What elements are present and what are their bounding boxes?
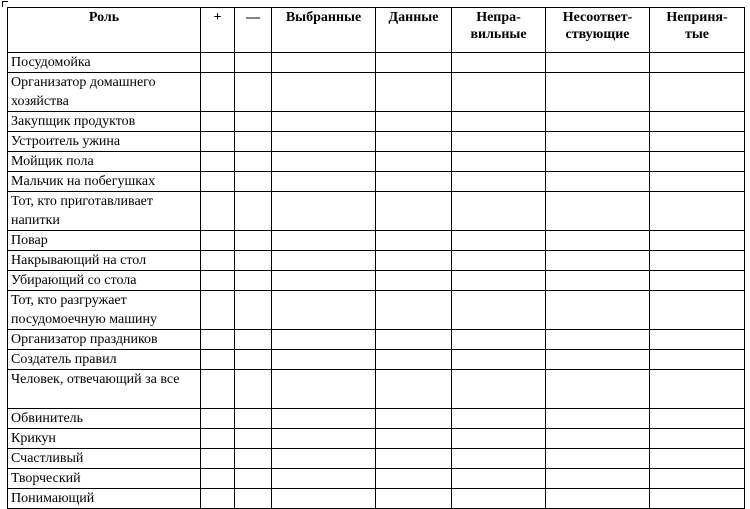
- unaccepted-cell[interactable]: [650, 112, 745, 132]
- given-cell[interactable]: [376, 152, 452, 172]
- mismatch-cell[interactable]: [546, 370, 650, 409]
- selected-cell[interactable]: [272, 469, 376, 489]
- given-cell[interactable]: [376, 330, 452, 350]
- role-cell[interactable]: Тот, кто разгружает посудомоечную машину: [8, 291, 201, 330]
- selected-cell[interactable]: [272, 192, 376, 231]
- table-row: [8, 469, 745, 489]
- role-cell[interactable]: Убирающий со стола: [8, 271, 201, 291]
- minus-cell[interactable]: [235, 112, 272, 132]
- given-cell[interactable]: [376, 429, 452, 449]
- plus-cell[interactable]: [201, 152, 235, 172]
- plus-cell[interactable]: [201, 112, 235, 132]
- table-body: [8, 53, 745, 509]
- mismatch-cell[interactable]: [546, 192, 650, 231]
- selected-cell[interactable]: [272, 112, 376, 132]
- mismatch-cell[interactable]: [546, 152, 650, 172]
- role-cell[interactable]: Счастливый: [8, 449, 201, 469]
- wrong-cell[interactable]: [452, 409, 546, 429]
- plus-cell[interactable]: [201, 231, 235, 251]
- selected-cell[interactable]: [272, 409, 376, 429]
- mismatch-cell[interactable]: [546, 409, 650, 429]
- plus-cell[interactable]: [201, 271, 235, 291]
- minus-cell[interactable]: [235, 409, 272, 429]
- unaccepted-cell[interactable]: [650, 231, 745, 251]
- table-row: [8, 152, 745, 172]
- minus-cell[interactable]: [235, 489, 272, 509]
- table-row: [8, 489, 745, 509]
- given-cell[interactable]: [376, 469, 452, 489]
- table-row: [8, 350, 745, 370]
- minus-cell[interactable]: [235, 231, 272, 251]
- given-cell[interactable]: [376, 172, 452, 192]
- selected-cell[interactable]: [272, 231, 376, 251]
- unaccepted-cell[interactable]: [650, 291, 745, 330]
- table-row: [8, 73, 745, 112]
- header-given: Данные: [376, 8, 452, 53]
- mismatch-cell[interactable]: [546, 231, 650, 251]
- given-cell[interactable]: [376, 251, 452, 271]
- table-row: [8, 370, 745, 409]
- given-cell[interactable]: [376, 291, 452, 330]
- mismatch-cell[interactable]: [546, 330, 650, 350]
- selected-cell[interactable]: [272, 172, 376, 192]
- given-cell[interactable]: [376, 449, 452, 469]
- unaccepted-cell[interactable]: [650, 330, 745, 350]
- mismatch-cell[interactable]: [546, 112, 650, 132]
- wrong-cell[interactable]: [452, 192, 546, 231]
- selected-cell[interactable]: [272, 291, 376, 330]
- plus-cell[interactable]: [201, 291, 235, 330]
- role-cell[interactable]: Понимающий: [8, 489, 201, 509]
- wrong-cell[interactable]: [452, 53, 546, 73]
- role-cell[interactable]: Тот, кто приготавливает напитки: [8, 192, 201, 231]
- unaccepted-cell[interactable]: [650, 73, 745, 112]
- given-cell[interactable]: [376, 231, 452, 251]
- given-cell[interactable]: [376, 53, 452, 73]
- selected-cell[interactable]: [272, 152, 376, 172]
- wrong-cell[interactable]: [452, 291, 546, 330]
- plus-cell[interactable]: [201, 192, 235, 231]
- wrong-cell[interactable]: [452, 330, 546, 350]
- header-plus: +: [201, 8, 235, 53]
- selected-cell[interactable]: [272, 53, 376, 73]
- given-cell[interactable]: [376, 370, 452, 409]
- roles-table: [7, 7, 745, 509]
- plus-cell[interactable]: [201, 53, 235, 73]
- wrong-cell[interactable]: [452, 251, 546, 271]
- selected-cell[interactable]: [272, 489, 376, 509]
- header-wrong: Непра- вильные: [452, 8, 546, 53]
- given-cell[interactable]: [376, 132, 452, 152]
- mismatch-cell[interactable]: [546, 53, 650, 73]
- minus-cell[interactable]: [235, 172, 272, 192]
- plus-cell[interactable]: [201, 489, 235, 509]
- plus-cell[interactable]: [201, 330, 235, 350]
- role-cell[interactable]: Повар: [8, 231, 201, 251]
- header-role: Роль: [8, 8, 201, 53]
- plus-cell[interactable]: [201, 251, 235, 271]
- selected-cell[interactable]: [272, 429, 376, 449]
- selected-cell[interactable]: [272, 370, 376, 409]
- header-selected: Выбранные: [272, 8, 376, 53]
- mismatch-cell[interactable]: [546, 350, 650, 370]
- table-row: [8, 192, 745, 231]
- table-row: [8, 271, 745, 291]
- wrong-cell[interactable]: [452, 449, 546, 469]
- table-row: [8, 429, 745, 449]
- minus-cell[interactable]: [235, 291, 272, 330]
- table-row: [8, 330, 745, 350]
- selected-cell[interactable]: [272, 271, 376, 291]
- plus-cell[interactable]: [201, 172, 235, 192]
- mismatch-cell[interactable]: [546, 489, 650, 509]
- role-cell[interactable]: Создатель правил: [8, 350, 201, 370]
- wrong-cell[interactable]: [452, 469, 546, 489]
- table-row: [8, 53, 745, 73]
- given-cell[interactable]: [376, 350, 452, 370]
- table-row: [8, 251, 745, 271]
- plus-cell[interactable]: [201, 449, 235, 469]
- table-row: [8, 409, 745, 429]
- role-cell[interactable]: Закупщик продуктов: [8, 112, 201, 132]
- minus-cell[interactable]: [235, 251, 272, 271]
- minus-cell[interactable]: [235, 350, 272, 370]
- unaccepted-cell[interactable]: [650, 251, 745, 271]
- plus-cell[interactable]: [201, 469, 235, 489]
- mismatch-cell[interactable]: [546, 449, 650, 469]
- wrong-cell[interactable]: [452, 172, 546, 192]
- unaccepted-cell[interactable]: [650, 409, 745, 429]
- minus-cell[interactable]: [235, 330, 272, 350]
- table-row: [8, 291, 745, 330]
- unaccepted-cell[interactable]: [650, 53, 745, 73]
- header-row: [8, 8, 745, 53]
- unaccepted-cell[interactable]: [650, 271, 745, 291]
- wrong-cell[interactable]: [452, 132, 546, 152]
- minus-cell[interactable]: [235, 73, 272, 112]
- header-mismatch: Несоответ- ствующие: [546, 8, 650, 53]
- minus-cell[interactable]: [235, 469, 272, 489]
- role-cell[interactable]: Мальчик на побегушках: [8, 172, 201, 192]
- role-cell[interactable]: Устроитель ужина: [8, 132, 201, 152]
- plus-cell[interactable]: [201, 132, 235, 152]
- minus-cell[interactable]: [235, 152, 272, 172]
- selected-cell[interactable]: [272, 132, 376, 152]
- unaccepted-cell[interactable]: [650, 469, 745, 489]
- minus-cell[interactable]: [235, 449, 272, 469]
- unaccepted-cell[interactable]: [650, 192, 745, 231]
- mismatch-cell[interactable]: [546, 271, 650, 291]
- wrong-cell[interactable]: [452, 370, 546, 409]
- role-cell[interactable]: Организатор праздников: [8, 330, 201, 350]
- mismatch-cell[interactable]: [546, 429, 650, 449]
- wrong-cell[interactable]: [452, 231, 546, 251]
- plus-cell[interactable]: [201, 429, 235, 449]
- plus-cell[interactable]: [201, 350, 235, 370]
- selected-cell[interactable]: [272, 251, 376, 271]
- role-cell[interactable]: Человек, отвечающий за все: [8, 370, 201, 409]
- minus-cell[interactable]: [235, 132, 272, 152]
- table-row: [8, 449, 745, 469]
- unaccepted-cell[interactable]: [650, 350, 745, 370]
- header-minus: —: [235, 8, 272, 53]
- minus-cell[interactable]: [235, 192, 272, 231]
- selected-cell[interactable]: [272, 330, 376, 350]
- given-cell[interactable]: [376, 73, 452, 112]
- role-cell[interactable]: Мойщик пола: [8, 152, 201, 172]
- wrong-cell[interactable]: [452, 73, 546, 112]
- unaccepted-cell[interactable]: [650, 132, 745, 152]
- given-cell[interactable]: [376, 409, 452, 429]
- minus-cell[interactable]: [235, 53, 272, 73]
- mismatch-cell[interactable]: [546, 132, 650, 152]
- role-cell[interactable]: Организатор домашнего хозяйства: [8, 73, 201, 112]
- minus-cell[interactable]: [235, 429, 272, 449]
- table-row: [8, 231, 745, 251]
- minus-cell[interactable]: [235, 370, 272, 409]
- mismatch-cell[interactable]: [546, 251, 650, 271]
- given-cell[interactable]: [376, 192, 452, 231]
- role-cell[interactable]: Творческий: [8, 469, 201, 489]
- plus-cell[interactable]: [201, 370, 235, 409]
- wrong-cell[interactable]: [452, 429, 546, 449]
- minus-cell[interactable]: [235, 271, 272, 291]
- given-cell[interactable]: [376, 489, 452, 509]
- wrong-cell[interactable]: [452, 350, 546, 370]
- role-cell[interactable]: Посудомойка: [8, 53, 201, 73]
- selected-cell[interactable]: [272, 350, 376, 370]
- role-cell[interactable]: Крикун: [8, 429, 201, 449]
- unaccepted-cell[interactable]: [650, 152, 745, 172]
- plus-cell[interactable]: [201, 73, 235, 112]
- wrong-cell[interactable]: [452, 489, 546, 509]
- mismatch-cell[interactable]: [546, 73, 650, 112]
- role-cell[interactable]: Накрывающий на стол: [8, 251, 201, 271]
- unaccepted-cell[interactable]: [650, 370, 745, 409]
- plus-cell[interactable]: [201, 409, 235, 429]
- mismatch-cell[interactable]: [546, 172, 650, 192]
- wrong-cell[interactable]: [452, 112, 546, 132]
- selected-cell[interactable]: [272, 73, 376, 112]
- selected-cell[interactable]: [272, 449, 376, 469]
- header-unaccepted: Неприня- тые: [650, 8, 745, 53]
- unaccepted-cell[interactable]: [650, 449, 745, 469]
- table-row: [8, 132, 745, 152]
- unaccepted-cell[interactable]: [650, 172, 745, 192]
- table-row: [8, 172, 745, 192]
- mismatch-cell[interactable]: [546, 291, 650, 330]
- given-cell[interactable]: [376, 112, 452, 132]
- role-cell[interactable]: Обвинитель: [8, 409, 201, 429]
- table-row: [8, 112, 745, 132]
- mismatch-cell[interactable]: [546, 469, 650, 489]
- unaccepted-cell[interactable]: [650, 429, 745, 449]
- unaccepted-cell[interactable]: [650, 489, 745, 509]
- given-cell[interactable]: [376, 271, 452, 291]
- wrong-cell[interactable]: [452, 152, 546, 172]
- wrong-cell[interactable]: [452, 271, 546, 291]
